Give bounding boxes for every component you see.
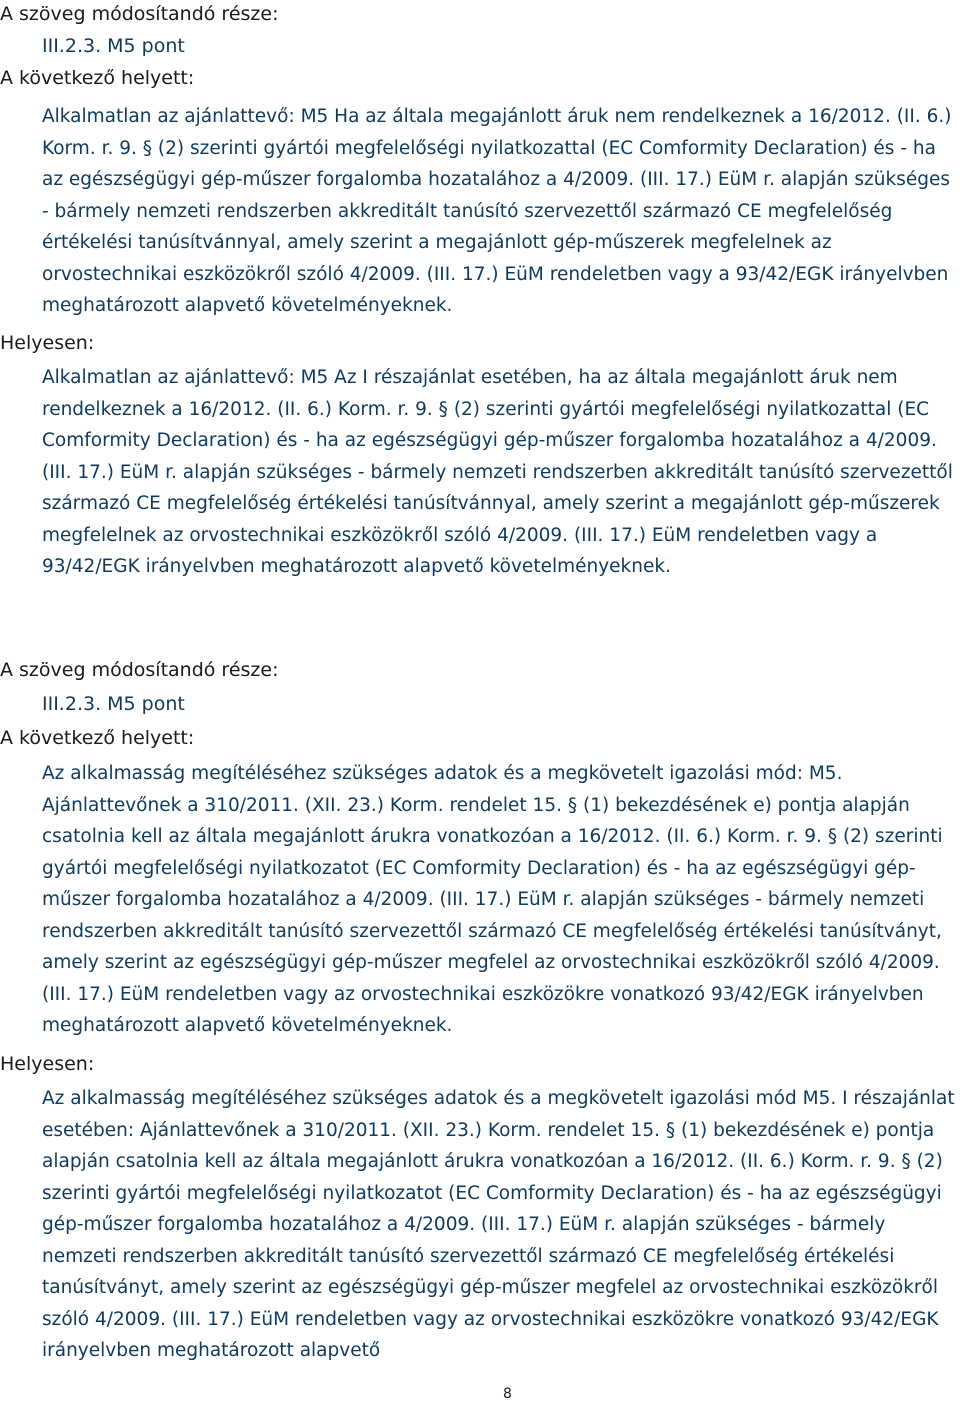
section1-old-text: Alkalmatlan az ajánlattevő: M5 Ha az általa megajánlott áruk nem rendelkeznek a 16/2012. (II. 6.) Korm. r. 9. § (2) szerinti gyártói megfelelőségi nyilatkozattal (EC Comformity Declaration) és - ha az egészségügyi gép-műszer forgalomba hozatalához a 4/2009. (III. 17.) EüM r. alapján szükséges - bármely nemzeti rendszerben akkreditált tanúsító szervezettől származó CE megfelelőség értékelési tanúsítvánnyal, amely szerint a megajánlott gép-műszerek megfelelnek az orvostechnikai eszközökről szóló 4/2009. (III. 17.) EüM rendeletben vagy a 93/42/EGK irányelvben meghatározott alapvető követelményeknek. bbox=[42, 106, 952, 316]
section2-modify-label: A szöveg módosítandó része: bbox=[0, 659, 279, 681]
page-number: 8 bbox=[503, 1386, 512, 1402]
section2-new-text: Az alkalmasság megítéléséhez szükséges adatok és a megkövetelt igazolási mód M5. I részajánlat esetében: Ajánlattevőnek a 310/2011. (XII. 23.) Korm. rendelet 15. § (1) bekezdésének e) pontja alapján csatolnia kell az általa megajánlott árukra vonatkozóan a 16/2012. (II. 6.) Korm. r. 9. § (2) szerinti gyártói megfelelőségi nyilatkozatot (EC Comformity Declaration) és - ha az egészségügyi gép-műszer forgalomba hozatalához a 4/2009. (III. 17.) EüM r. alapján szükséges - bármely nemzeti rendszerben akkreditált tanúsító szervezettől származó CE megfelelőség értékelési tanúsítványt, amely szerint az egészségügyi gép-műszer megfelel az orvostechnikai eszközökről szóló 4/2009. (III. 17.) EüM rendeletben vagy az orvostechnikai eszközökre vonatkozó 93/42/EGK irányelvben meghatározott alapvető bbox=[42, 1088, 955, 1361]
section1-modify-label: A szöveg módosítandó része: bbox=[0, 3, 279, 25]
section1-section-ref: III.2.3. M5 pont bbox=[42, 35, 185, 57]
section2-old-text: Az alkalmasság megítéléséhez szükséges adatok és a megkövetelt igazolási mód: M5. Ajánlattevőnek a 310/2011. (XII. 23.) Korm. rendelet 15. § (1) bekezdésének e) pontja alapján csatolnia kell az általa megajánlott árukra vonatkozóan a 16/2012. (II. 6.) Korm. r. 9. § (2) szerinti gyártói megfelelőségi nyilatkozatot (EC Comformity Declaration) és - ha az egészségügyi gép-műszer forgalomba hozatalához a 4/2009. (III. 17.) EüM r. alapján szükséges - bármely nemzeti rendszerben akkreditált tanúsító szervezettől származó CE megfelelőség értékelési tanúsítványt, amely szerint az egészségügyi gép-műszer megfelel az orvostechnikai eszközökről szóló 4/2009. (III. 17.) EüM rendeletben vagy az orvostechnikai eszközökre vonatkozó 93/42/EGK irányelvben meghatározott alapvető követelményeknek. bbox=[42, 763, 943, 1036]
section2-correct-label: Helyesen: bbox=[0, 1053, 95, 1075]
section1-instead-label: A következő helyett: bbox=[0, 67, 195, 89]
section2-instead-label: A következő helyett: bbox=[0, 727, 195, 749]
section1-correct-label: Helyesen: bbox=[0, 332, 95, 354]
section1-new-text: Alkalmatlan az ajánlattevő: M5 Az I részajánlat esetében, ha az általa megajánlott áruk nem rendelkeznek a 16/2012. (II. 6.) Korm. r. 9. § (2) szerinti gyártói megfelelőségi nyilatkozattal (EC Comformity Declaration) és - ha az egészségügyi gép-műszer forgalomba hozatalához a 4/2009. (III. 17.) EüM r. alapján szükséges - bármely nemzeti rendszerben akkreditált tanúsító szervezettől származó CE megfelelőség értékelési tanúsítvánnyal, amely szerint a megajánlott gép-műszerek megfelelnek az orvostechnikai eszközökről szóló 4/2009. (III. 17.) EüM rendeletben vagy a 93/42/EGK irányelvben meghatározott alapvető követelményeknek. bbox=[42, 367, 953, 577]
section2-section-ref: III.2.3. M5 pont bbox=[42, 693, 185, 715]
